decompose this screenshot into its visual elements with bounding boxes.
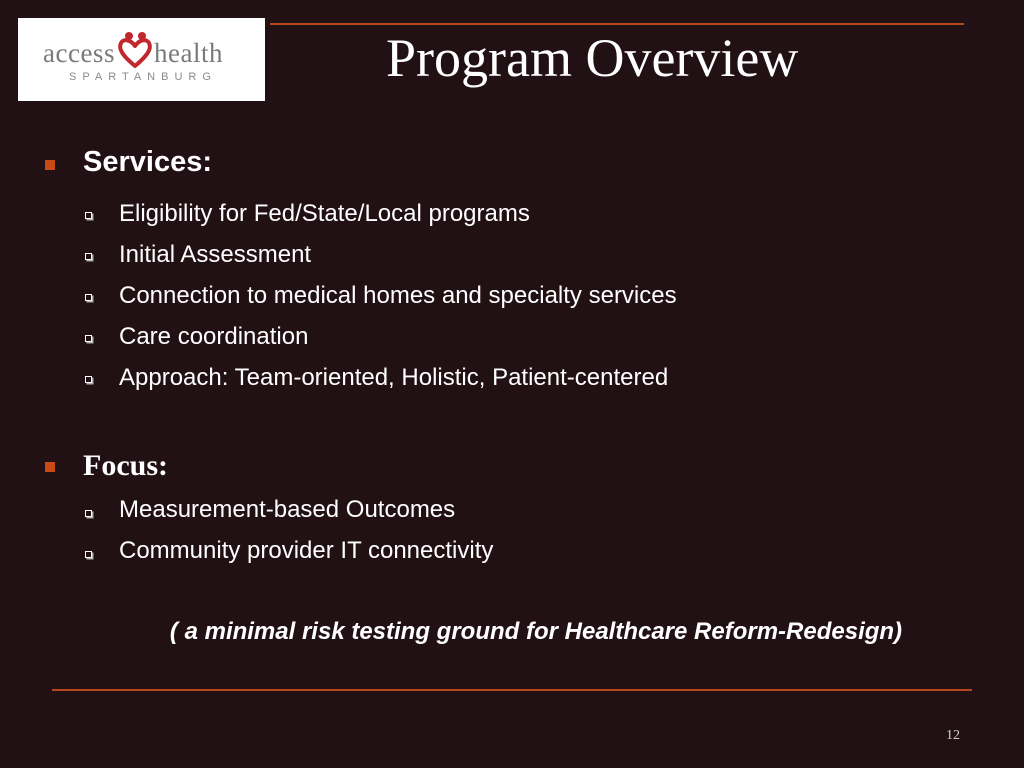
sub-bullet	[85, 551, 92, 558]
bottom-divider	[52, 689, 972, 691]
sub-bullet	[85, 510, 92, 517]
sub-bullet	[85, 253, 92, 260]
logo-subtitle: SPARTANBURG	[69, 71, 217, 83]
section-heading-focus: Focus:	[83, 449, 168, 482]
sub-bullet	[85, 376, 92, 383]
list-item: Connection to medical homes and specialty services	[119, 282, 677, 309]
slide-title: Program Overview	[386, 28, 799, 88]
sub-bullet	[85, 294, 92, 301]
list-item: Community provider IT connectivity	[119, 537, 494, 564]
section-bullet-focus	[45, 462, 55, 472]
top-divider	[270, 23, 964, 25]
logo-word-health: health	[154, 38, 223, 68]
heart-people-icon	[115, 30, 155, 70]
sub-bullet	[85, 212, 92, 219]
list-item: Initial Assessment	[119, 241, 312, 268]
section-heading-services: Services:	[83, 146, 212, 178]
logo-word-access: access	[43, 38, 115, 68]
footnote: ( a minimal risk testing ground for Healthcare Reform-Redesign)	[169, 618, 903, 645]
page-number: 12	[946, 728, 960, 743]
list-item: Measurement-based Outcomes	[119, 496, 456, 523]
sub-bullet	[85, 335, 92, 342]
section-bullet-services	[45, 160, 55, 170]
list-item: Eligibility for Fed/State/Local programs	[119, 200, 530, 227]
access-health-logo	[18, 18, 265, 101]
list-item: Care coordination	[119, 323, 309, 350]
list-item: Approach: Team-oriented, Holistic, Patient-centered	[119, 364, 669, 391]
